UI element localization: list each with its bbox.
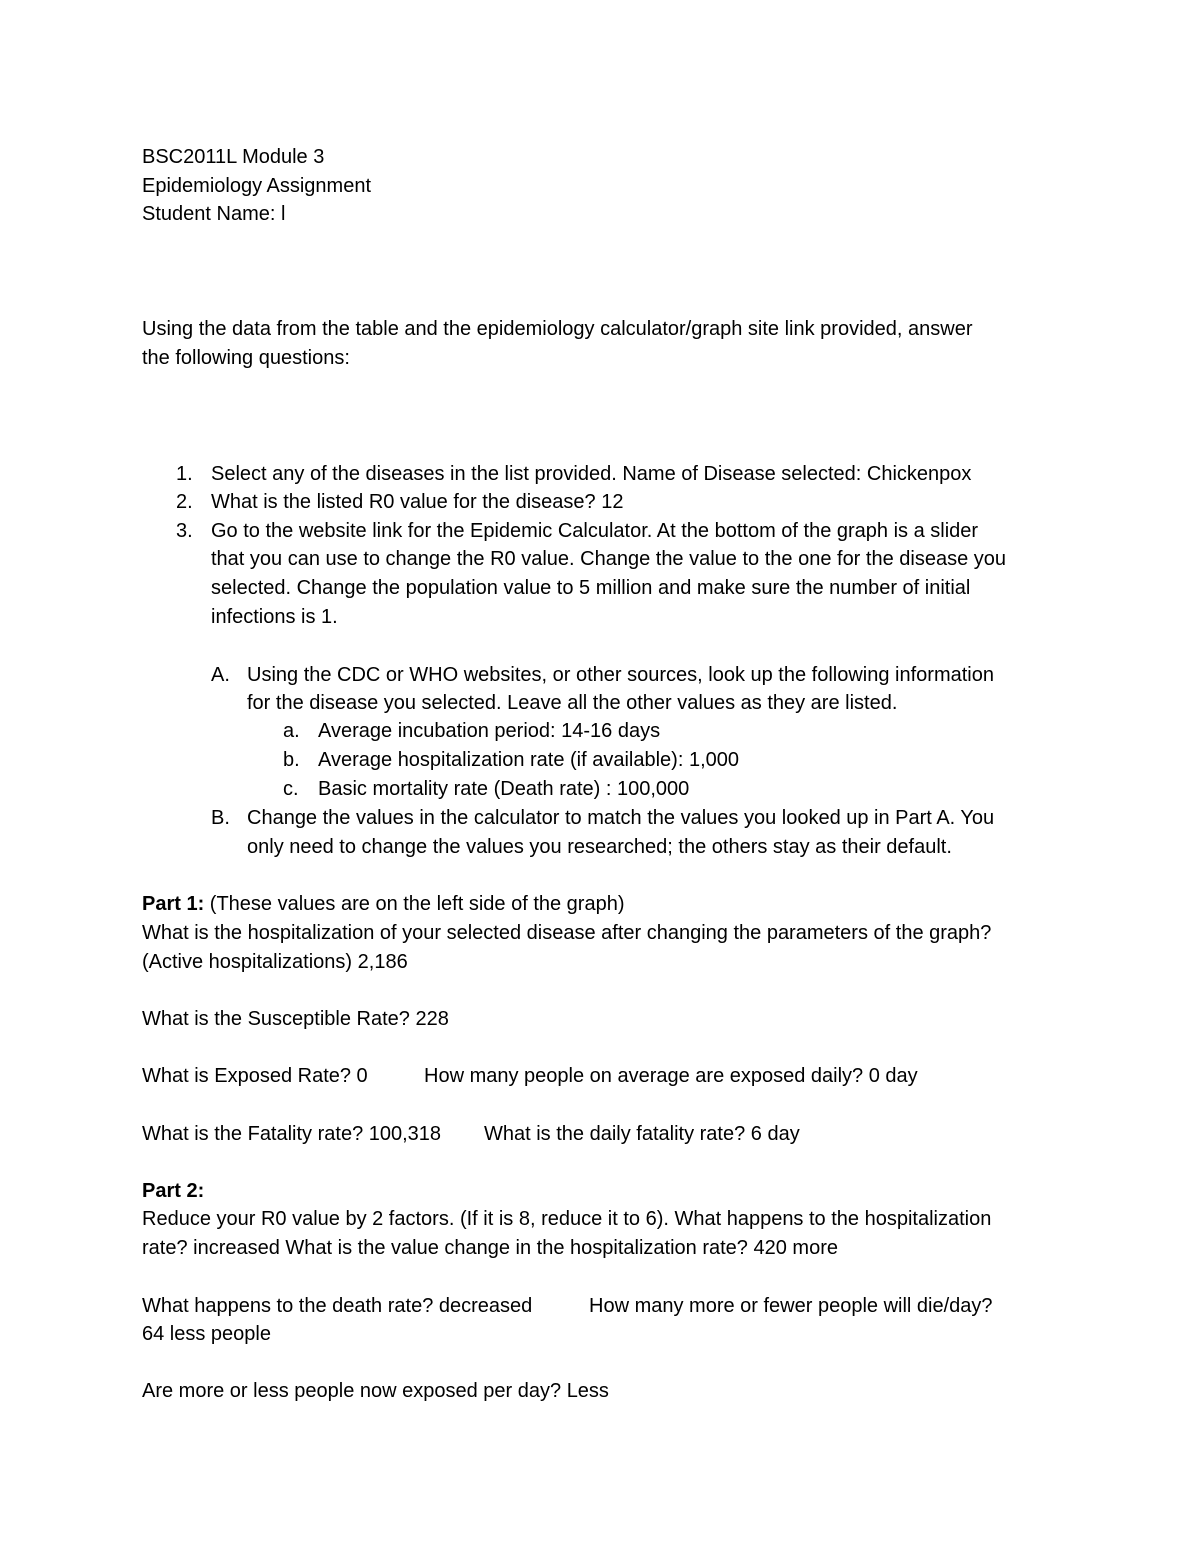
- question-number: 1.: [176, 463, 193, 485]
- hospitalization-answer: (Active hospitalizations) 2,186: [142, 951, 408, 973]
- part2-text: rate? increased What is the value change in the hospitalization rate? 420 more: [142, 1237, 838, 1259]
- fatality-daily: What is the daily fatality rate? 6 day: [484, 1123, 800, 1145]
- question-text: that you can use to change the R0 value. Change the value to the one for the disease you: [211, 548, 1006, 570]
- question-number: 3.: [176, 520, 193, 542]
- part1-heading: Part 1:: [142, 893, 205, 915]
- question-text: What is the listed R0 value for the disease? 12: [211, 491, 624, 513]
- intro-line: Using the data from the table and the epidemiology calculator/graph site link provided, answer: [142, 318, 973, 340]
- part2-heading-line: [142, 1177, 204, 1205]
- part-b-text: Change the values in the calculator to match the values you looked up in Part A. You: [247, 807, 995, 829]
- exposed-daily: How many people on average are exposed daily? 0 day: [424, 1065, 918, 1087]
- susceptible-rate: What is the Susceptible Rate? 228: [142, 1008, 449, 1030]
- part2-text: Reduce your R0 value by 2 factors. (If it is 8, reduce it to 6). What happens to the hospitalization: [142, 1208, 992, 1230]
- course-title: BSC2011L Module 3: [142, 146, 325, 168]
- sub-item-text: Average hospitalization rate (if available): 1,000: [318, 749, 739, 771]
- sub-item-text: Average incubation period: 14-16 days: [318, 720, 661, 742]
- sub-item-marker: c.: [283, 778, 299, 800]
- question-text: selected. Change the population value to 5 million and make sure the number of initial: [211, 577, 971, 599]
- part-b-text: only need to change the values you researched; the others stay as their default.: [247, 836, 952, 858]
- question-text: infections is 1.: [211, 606, 338, 628]
- hospitalization-question: What is the hospitalization of your selected disease after changing the parameters of the graph?: [142, 922, 992, 944]
- sub-item-marker: b.: [283, 749, 300, 771]
- assignment-title: Epidemiology Assignment: [142, 175, 372, 197]
- part2-heading: Part 2:: [142, 1180, 205, 1202]
- part1-note: (These values are on the left side of the graph): [204, 893, 625, 915]
- exposed-rate: What is Exposed Rate? 0: [142, 1065, 368, 1087]
- part-a-marker: A.: [211, 664, 230, 686]
- intro-line: the following questions:: [142, 347, 350, 369]
- die-per-day-question: How many more or fewer people will die/day?: [589, 1295, 993, 1317]
- part-a-text: for the disease you selected. Leave all the other values as they are listed.: [247, 692, 898, 714]
- exposed-per-day: Are more or less people now exposed per day? Less: [142, 1380, 609, 1402]
- part1-heading-line: [142, 890, 625, 918]
- question-text: Select any of the diseases in the list provided. Name of Disease selected: Chickenpox: [211, 463, 972, 485]
- die-per-day-answer: 64 less people: [142, 1323, 271, 1345]
- sub-item-marker: a.: [283, 720, 300, 742]
- part-a-text: Using the CDC or WHO websites, or other sources, look up the following information: [247, 664, 994, 686]
- sub-item-text: Basic mortality rate (Death rate) : 100,000: [318, 778, 690, 800]
- student-name: Student Name: l: [142, 203, 286, 225]
- part-b-marker: B.: [211, 807, 230, 829]
- fatality-rate: What is the Fatality rate? 100,318: [142, 1123, 442, 1145]
- question-number: 2.: [176, 491, 193, 513]
- question-text: Go to the website link for the Epidemic Calculator. At the bottom of the graph is a slider: [211, 520, 979, 542]
- death-rate-question: What happens to the death rate? decreased: [142, 1295, 533, 1317]
